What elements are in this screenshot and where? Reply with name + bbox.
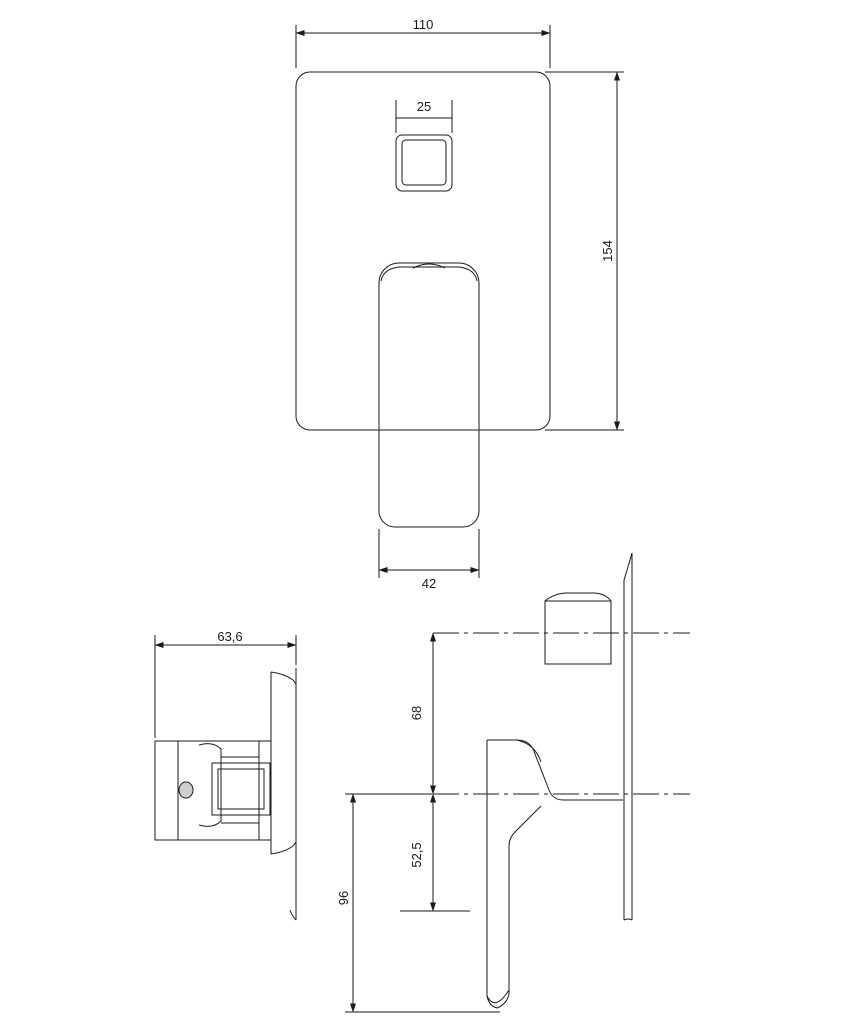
dim-25-label: 25 [416,99,432,114]
front-diverter-button-inner [402,140,446,185]
front-lever-top-bevel [381,267,477,281]
side-escutcheon-cap-top [624,553,632,580]
side-view-group [400,553,690,1008]
dim-42-label: 42 [421,576,437,591]
dim-25 [396,99,452,133]
dim-68-label: 68 [409,705,424,721]
dim-42 [379,529,479,591]
dim-154-label: 154 [600,240,615,262]
top-escutcheon-cap-bottom [271,842,296,854]
side-escutcheon-cap-bottom [624,919,632,920]
top-diverter-square-inner [218,769,264,809]
dim-96-label: 96 [336,890,351,906]
dim-96 [336,794,500,1012]
top-mounting-hole [179,782,193,798]
dim-636 [155,629,296,738]
front-diverter-button [396,135,452,191]
dim-68 [409,633,433,794]
dim-154 [545,72,624,430]
dim-525-label: 52,5 [409,842,424,868]
side-lever-body [487,740,623,800]
front-view-group [296,17,624,591]
front-escutcheon-plate [296,72,550,430]
side-outlet-cylinder-top-bevel [545,593,611,601]
side-lever-underside [487,740,541,1008]
top-escutcheon-cap [271,672,296,684]
dim-110-label: 110 [412,17,434,32]
dim-636-label: 63,6 [217,629,243,644]
top-wall-plate-edge [290,910,296,920]
front-lever-handle [379,263,479,527]
side-outlet-cylinder [545,601,611,664]
dim-110 [296,17,550,68]
dim-525 [400,794,470,911]
top-view-group [155,629,500,1012]
